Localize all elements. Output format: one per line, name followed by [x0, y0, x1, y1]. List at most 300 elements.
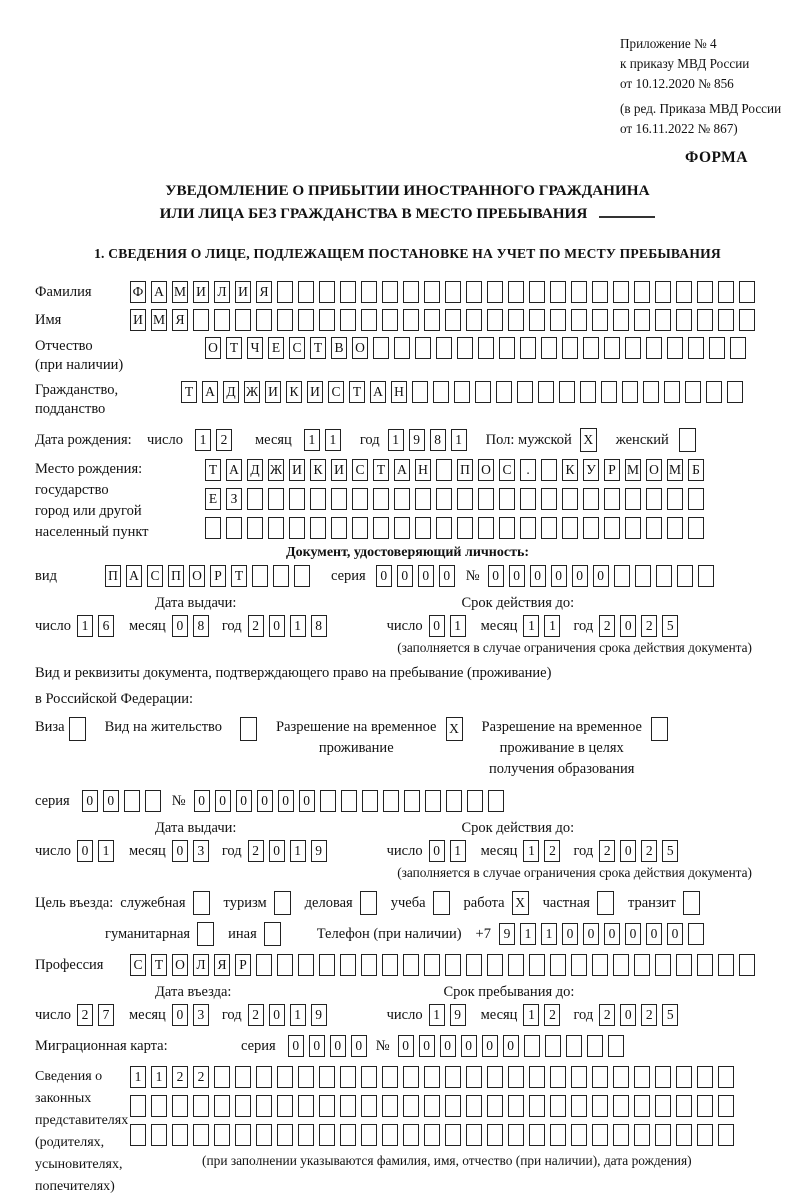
- char-cell[interactable]: Б: [688, 459, 704, 481]
- char-cell[interactable]: [583, 488, 599, 510]
- char-cell[interactable]: М: [625, 459, 641, 481]
- char-cell[interactable]: 1: [77, 615, 93, 637]
- char-cell[interactable]: 0: [257, 790, 273, 812]
- char-cell[interactable]: [445, 1066, 461, 1088]
- char-cell[interactable]: [571, 1095, 587, 1117]
- char-cell[interactable]: [373, 488, 389, 510]
- char-cell[interactable]: [235, 1095, 251, 1117]
- char-cell[interactable]: Т: [181, 381, 197, 403]
- char-cell[interactable]: [403, 1066, 419, 1088]
- char-cell[interactable]: Ч: [247, 337, 263, 359]
- char-cell[interactable]: [340, 281, 356, 303]
- char-cell[interactable]: [424, 1124, 440, 1146]
- char-cell[interactable]: [698, 565, 714, 587]
- char-cell[interactable]: [478, 488, 494, 510]
- char-cell[interactable]: [277, 1095, 293, 1117]
- char-cell[interactable]: А: [202, 381, 218, 403]
- char-cell[interactable]: [655, 954, 671, 976]
- char-cell[interactable]: [412, 381, 428, 403]
- char-cell[interactable]: [613, 1066, 629, 1088]
- char-cell[interactable]: [361, 281, 377, 303]
- char-cell[interactable]: [403, 954, 419, 976]
- char-cell[interactable]: 9: [450, 1004, 466, 1026]
- char-cell[interactable]: [655, 1066, 671, 1088]
- char-cell[interactable]: [382, 309, 398, 331]
- char-cell[interactable]: [352, 517, 368, 539]
- checkbox-cell[interactable]: [360, 891, 377, 915]
- char-cell[interactable]: 1: [290, 1004, 306, 1026]
- char-cell[interactable]: 0: [440, 1035, 456, 1057]
- char-cell[interactable]: [298, 1124, 314, 1146]
- char-cell[interactable]: [697, 309, 713, 331]
- char-cell[interactable]: 2: [641, 1004, 657, 1026]
- char-cell[interactable]: 1: [388, 429, 404, 451]
- char-cell[interactable]: [625, 337, 641, 359]
- char-cell[interactable]: [559, 381, 575, 403]
- char-cell[interactable]: [529, 281, 545, 303]
- checkbox-cell[interactable]: X: [580, 428, 597, 452]
- char-cell[interactable]: 0: [77, 840, 93, 862]
- char-cell[interactable]: [193, 1124, 209, 1146]
- char-cell[interactable]: [496, 381, 512, 403]
- char-cell[interactable]: [466, 1095, 482, 1117]
- char-cell[interactable]: [445, 309, 461, 331]
- char-cell[interactable]: [277, 281, 293, 303]
- char-cell[interactable]: [488, 790, 504, 812]
- char-cell[interactable]: 0: [172, 1004, 188, 1026]
- char-cell[interactable]: П: [105, 565, 121, 587]
- char-cell[interactable]: [373, 337, 389, 359]
- char-cell[interactable]: [436, 488, 452, 510]
- char-cell[interactable]: [541, 517, 557, 539]
- char-cell[interactable]: [739, 954, 755, 976]
- checkbox-cell[interactable]: [69, 717, 86, 741]
- char-cell[interactable]: [403, 1124, 419, 1146]
- char-cell[interactable]: [341, 790, 357, 812]
- char-cell[interactable]: [487, 281, 503, 303]
- char-cell[interactable]: [145, 790, 161, 812]
- char-cell[interactable]: [361, 1124, 377, 1146]
- char-cell[interactable]: [415, 488, 431, 510]
- char-cell[interactable]: 1: [195, 429, 211, 451]
- char-cell[interactable]: [634, 1066, 650, 1088]
- char-cell[interactable]: 1: [451, 429, 467, 451]
- char-cell[interactable]: [571, 1066, 587, 1088]
- char-cell[interactable]: Т: [231, 565, 247, 587]
- char-cell[interactable]: 0: [351, 1035, 367, 1057]
- char-cell[interactable]: [499, 337, 515, 359]
- char-cell[interactable]: 2: [599, 1004, 615, 1026]
- char-cell[interactable]: [508, 1124, 524, 1146]
- char-cell[interactable]: 0: [461, 1035, 477, 1057]
- char-cell[interactable]: [319, 1124, 335, 1146]
- char-cell[interactable]: [466, 1066, 482, 1088]
- char-cell[interactable]: [205, 517, 221, 539]
- char-cell[interactable]: 1: [98, 840, 114, 862]
- char-cell[interactable]: [487, 1095, 503, 1117]
- char-cell[interactable]: [529, 309, 545, 331]
- char-cell[interactable]: 0: [620, 840, 636, 862]
- char-cell[interactable]: 5: [662, 1004, 678, 1026]
- char-cell[interactable]: [524, 1035, 540, 1057]
- char-cell[interactable]: [151, 1095, 167, 1117]
- char-cell[interactable]: 0: [583, 923, 599, 945]
- char-cell[interactable]: 0: [620, 615, 636, 637]
- char-cell[interactable]: [718, 1124, 734, 1146]
- char-cell[interactable]: О: [352, 337, 368, 359]
- char-cell[interactable]: [718, 1066, 734, 1088]
- char-cell[interactable]: Ж: [268, 459, 284, 481]
- char-cell[interactable]: [730, 337, 746, 359]
- char-cell[interactable]: 0: [562, 923, 578, 945]
- char-cell[interactable]: [289, 488, 305, 510]
- char-cell[interactable]: [529, 1066, 545, 1088]
- char-cell[interactable]: 8: [430, 429, 446, 451]
- char-cell[interactable]: [445, 1095, 461, 1117]
- char-cell[interactable]: 6: [98, 615, 114, 637]
- char-cell[interactable]: [538, 381, 554, 403]
- char-cell[interactable]: [634, 1124, 650, 1146]
- char-cell[interactable]: Т: [205, 459, 221, 481]
- char-cell[interactable]: 8: [193, 615, 209, 637]
- char-cell[interactable]: [517, 381, 533, 403]
- char-cell[interactable]: 0: [646, 923, 662, 945]
- char-cell[interactable]: [520, 337, 536, 359]
- char-cell[interactable]: Ж: [244, 381, 260, 403]
- char-cell[interactable]: [508, 309, 524, 331]
- char-cell[interactable]: 0: [604, 923, 620, 945]
- char-cell[interactable]: [425, 790, 441, 812]
- char-cell[interactable]: [193, 309, 209, 331]
- char-cell[interactable]: Л: [193, 954, 209, 976]
- char-cell[interactable]: Т: [151, 954, 167, 976]
- char-cell[interactable]: 2: [248, 840, 264, 862]
- char-cell[interactable]: [499, 488, 515, 510]
- char-cell[interactable]: [676, 1095, 692, 1117]
- char-cell[interactable]: 0: [625, 923, 641, 945]
- char-cell[interactable]: [310, 517, 326, 539]
- char-cell[interactable]: 1: [130, 1066, 146, 1088]
- char-cell[interactable]: Р: [210, 565, 226, 587]
- char-cell[interactable]: [608, 1035, 624, 1057]
- char-cell[interactable]: 7: [98, 1004, 114, 1026]
- char-cell[interactable]: 5: [662, 615, 678, 637]
- char-cell[interactable]: [226, 517, 242, 539]
- char-cell[interactable]: [550, 1124, 566, 1146]
- char-cell[interactable]: [394, 517, 410, 539]
- char-cell[interactable]: [613, 309, 629, 331]
- char-cell[interactable]: 1: [290, 840, 306, 862]
- char-cell[interactable]: [655, 1095, 671, 1117]
- char-cell[interactable]: [487, 1124, 503, 1146]
- char-cell[interactable]: А: [226, 459, 242, 481]
- char-cell[interactable]: [592, 309, 608, 331]
- char-cell[interactable]: [403, 281, 419, 303]
- char-cell[interactable]: [433, 381, 449, 403]
- char-cell[interactable]: [340, 1124, 356, 1146]
- char-cell[interactable]: Ф: [130, 281, 146, 303]
- char-cell[interactable]: 1: [151, 1066, 167, 1088]
- char-cell[interactable]: [289, 517, 305, 539]
- checkbox-cell[interactable]: [651, 717, 668, 741]
- char-cell[interactable]: [361, 309, 377, 331]
- char-cell[interactable]: [656, 565, 672, 587]
- char-cell[interactable]: [298, 309, 314, 331]
- char-cell[interactable]: О: [205, 337, 221, 359]
- char-cell[interactable]: [550, 954, 566, 976]
- char-cell[interactable]: [718, 281, 734, 303]
- char-cell[interactable]: 2: [641, 615, 657, 637]
- char-cell[interactable]: [655, 281, 671, 303]
- char-cell[interactable]: 2: [641, 840, 657, 862]
- char-cell[interactable]: [256, 1066, 272, 1088]
- char-cell[interactable]: И: [307, 381, 323, 403]
- char-cell[interactable]: [319, 954, 335, 976]
- char-cell[interactable]: 8: [311, 615, 327, 637]
- char-cell[interactable]: [466, 309, 482, 331]
- char-cell[interactable]: [361, 1066, 377, 1088]
- char-cell[interactable]: [277, 1124, 293, 1146]
- char-cell[interactable]: С: [130, 954, 146, 976]
- char-cell[interactable]: [697, 1124, 713, 1146]
- char-cell[interactable]: [646, 337, 662, 359]
- char-cell[interactable]: [697, 281, 713, 303]
- char-cell[interactable]: [446, 790, 462, 812]
- char-cell[interactable]: [592, 281, 608, 303]
- char-cell[interactable]: 0: [429, 615, 445, 637]
- char-cell[interactable]: И: [130, 309, 146, 331]
- char-cell[interactable]: 1: [429, 1004, 445, 1026]
- char-cell[interactable]: [587, 1035, 603, 1057]
- char-cell[interactable]: 0: [278, 790, 294, 812]
- char-cell[interactable]: [457, 337, 473, 359]
- char-cell[interactable]: [340, 954, 356, 976]
- char-cell[interactable]: Е: [268, 337, 284, 359]
- char-cell[interactable]: Я: [256, 281, 272, 303]
- char-cell[interactable]: 0: [593, 565, 609, 587]
- char-cell[interactable]: 2: [248, 1004, 264, 1026]
- char-cell[interactable]: [256, 954, 272, 976]
- char-cell[interactable]: П: [168, 565, 184, 587]
- char-cell[interactable]: 1: [290, 615, 306, 637]
- char-cell[interactable]: 0: [398, 1035, 414, 1057]
- char-cell[interactable]: [467, 790, 483, 812]
- char-cell[interactable]: [172, 1124, 188, 1146]
- char-cell[interactable]: [235, 309, 251, 331]
- char-cell[interactable]: И: [331, 459, 347, 481]
- char-cell[interactable]: Т: [310, 337, 326, 359]
- char-cell[interactable]: [214, 1095, 230, 1117]
- char-cell[interactable]: 2: [544, 840, 560, 862]
- char-cell[interactable]: [436, 337, 452, 359]
- char-cell[interactable]: [130, 1095, 146, 1117]
- char-cell[interactable]: [697, 1066, 713, 1088]
- char-cell[interactable]: Я: [214, 954, 230, 976]
- char-cell[interactable]: Т: [349, 381, 365, 403]
- char-cell[interactable]: [688, 488, 704, 510]
- char-cell[interactable]: [622, 381, 638, 403]
- char-cell[interactable]: 0: [419, 1035, 435, 1057]
- char-cell[interactable]: [361, 1095, 377, 1117]
- char-cell[interactable]: [529, 954, 545, 976]
- char-cell[interactable]: [361, 954, 377, 976]
- char-cell[interactable]: 0: [172, 840, 188, 862]
- char-cell[interactable]: 3: [193, 1004, 209, 1026]
- char-cell[interactable]: [466, 281, 482, 303]
- char-cell[interactable]: [571, 1124, 587, 1146]
- char-cell[interactable]: [454, 381, 470, 403]
- char-cell[interactable]: [676, 1066, 692, 1088]
- char-cell[interactable]: [667, 337, 683, 359]
- char-cell[interactable]: [676, 1124, 692, 1146]
- char-cell[interactable]: [298, 954, 314, 976]
- char-cell[interactable]: 2: [544, 1004, 560, 1026]
- char-cell[interactable]: [664, 381, 680, 403]
- char-cell[interactable]: О: [189, 565, 205, 587]
- char-cell[interactable]: [550, 1066, 566, 1088]
- char-cell[interactable]: [706, 381, 722, 403]
- char-cell[interactable]: [340, 309, 356, 331]
- char-cell[interactable]: [562, 337, 578, 359]
- char-cell[interactable]: 3: [193, 840, 209, 862]
- char-cell[interactable]: [562, 517, 578, 539]
- char-cell[interactable]: 2: [599, 840, 615, 862]
- char-cell[interactable]: 0: [530, 565, 546, 587]
- char-cell[interactable]: .: [520, 459, 536, 481]
- char-cell[interactable]: 9: [311, 1004, 327, 1026]
- char-cell[interactable]: [487, 954, 503, 976]
- char-cell[interactable]: [235, 1124, 251, 1146]
- char-cell[interactable]: [571, 309, 587, 331]
- char-cell[interactable]: 0: [482, 1035, 498, 1057]
- char-cell[interactable]: [634, 954, 650, 976]
- char-cell[interactable]: [667, 517, 683, 539]
- char-cell[interactable]: [424, 1095, 440, 1117]
- char-cell[interactable]: Т: [226, 337, 242, 359]
- char-cell[interactable]: [613, 1124, 629, 1146]
- char-cell[interactable]: 2: [77, 1004, 93, 1026]
- char-cell[interactable]: [601, 381, 617, 403]
- char-cell[interactable]: [685, 381, 701, 403]
- char-cell[interactable]: 1: [523, 615, 539, 637]
- char-cell[interactable]: 0: [103, 790, 119, 812]
- char-cell[interactable]: С: [147, 565, 163, 587]
- checkbox-cell[interactable]: [433, 891, 450, 915]
- char-cell[interactable]: 0: [572, 565, 588, 587]
- char-cell[interactable]: 0: [397, 565, 413, 587]
- char-cell[interactable]: О: [172, 954, 188, 976]
- char-cell[interactable]: [404, 790, 420, 812]
- char-cell[interactable]: 0: [620, 1004, 636, 1026]
- char-cell[interactable]: 2: [172, 1066, 188, 1088]
- char-cell[interactable]: 0: [509, 565, 525, 587]
- char-cell[interactable]: 5: [662, 840, 678, 862]
- char-cell[interactable]: [614, 565, 630, 587]
- char-cell[interactable]: 1: [544, 615, 560, 637]
- char-cell[interactable]: 0: [429, 840, 445, 862]
- char-cell[interactable]: [562, 488, 578, 510]
- char-cell[interactable]: [667, 488, 683, 510]
- char-cell[interactable]: [124, 790, 140, 812]
- char-cell[interactable]: [613, 281, 629, 303]
- char-cell[interactable]: [214, 1124, 230, 1146]
- char-cell[interactable]: А: [126, 565, 142, 587]
- char-cell[interactable]: [319, 309, 335, 331]
- char-cell[interactable]: [655, 309, 671, 331]
- char-cell[interactable]: [214, 1066, 230, 1088]
- char-cell[interactable]: 0: [299, 790, 315, 812]
- char-cell[interactable]: [340, 1095, 356, 1117]
- char-cell[interactable]: Л: [214, 281, 230, 303]
- char-cell[interactable]: [320, 790, 336, 812]
- char-cell[interactable]: З: [226, 488, 242, 510]
- char-cell[interactable]: [256, 309, 272, 331]
- char-cell[interactable]: [214, 309, 230, 331]
- char-cell[interactable]: П: [457, 459, 473, 481]
- char-cell[interactable]: [688, 923, 704, 945]
- char-cell[interactable]: 1: [541, 923, 557, 945]
- char-cell[interactable]: [592, 1124, 608, 1146]
- char-cell[interactable]: 2: [193, 1066, 209, 1088]
- char-cell[interactable]: [646, 517, 662, 539]
- char-cell[interactable]: [415, 337, 431, 359]
- char-cell[interactable]: [298, 1066, 314, 1088]
- char-cell[interactable]: 1: [523, 1004, 539, 1026]
- char-cell[interactable]: [508, 281, 524, 303]
- char-cell[interactable]: А: [151, 281, 167, 303]
- char-cell[interactable]: [727, 381, 743, 403]
- char-cell[interactable]: [436, 517, 452, 539]
- char-cell[interactable]: [580, 381, 596, 403]
- char-cell[interactable]: А: [394, 459, 410, 481]
- char-cell[interactable]: [457, 488, 473, 510]
- char-cell[interactable]: 0: [439, 565, 455, 587]
- char-cell[interactable]: [352, 488, 368, 510]
- char-cell[interactable]: [193, 1095, 209, 1117]
- char-cell[interactable]: 1: [450, 840, 466, 862]
- char-cell[interactable]: [583, 337, 599, 359]
- char-cell[interactable]: М: [172, 281, 188, 303]
- checkbox-cell[interactable]: [240, 717, 257, 741]
- char-cell[interactable]: [445, 954, 461, 976]
- char-cell[interactable]: [445, 1124, 461, 1146]
- char-cell[interactable]: [487, 309, 503, 331]
- char-cell[interactable]: 1: [304, 429, 320, 451]
- char-cell[interactable]: 0: [236, 790, 252, 812]
- char-cell[interactable]: [445, 281, 461, 303]
- char-cell[interactable]: [646, 488, 662, 510]
- char-cell[interactable]: [268, 488, 284, 510]
- char-cell[interactable]: [424, 1066, 440, 1088]
- char-cell[interactable]: 9: [409, 429, 425, 451]
- char-cell[interactable]: [382, 1095, 398, 1117]
- char-cell[interactable]: [319, 1066, 335, 1088]
- char-cell[interactable]: О: [478, 459, 494, 481]
- char-cell[interactable]: [550, 1095, 566, 1117]
- char-cell[interactable]: [592, 1095, 608, 1117]
- char-cell[interactable]: [550, 309, 566, 331]
- char-cell[interactable]: [294, 565, 310, 587]
- char-cell[interactable]: [676, 954, 692, 976]
- char-cell[interactable]: И: [193, 281, 209, 303]
- char-cell[interactable]: [151, 1124, 167, 1146]
- char-cell[interactable]: 9: [499, 923, 515, 945]
- char-cell[interactable]: М: [667, 459, 683, 481]
- char-cell[interactable]: 2: [599, 615, 615, 637]
- char-cell[interactable]: [634, 281, 650, 303]
- char-cell[interactable]: [247, 517, 263, 539]
- char-cell[interactable]: Т: [373, 459, 389, 481]
